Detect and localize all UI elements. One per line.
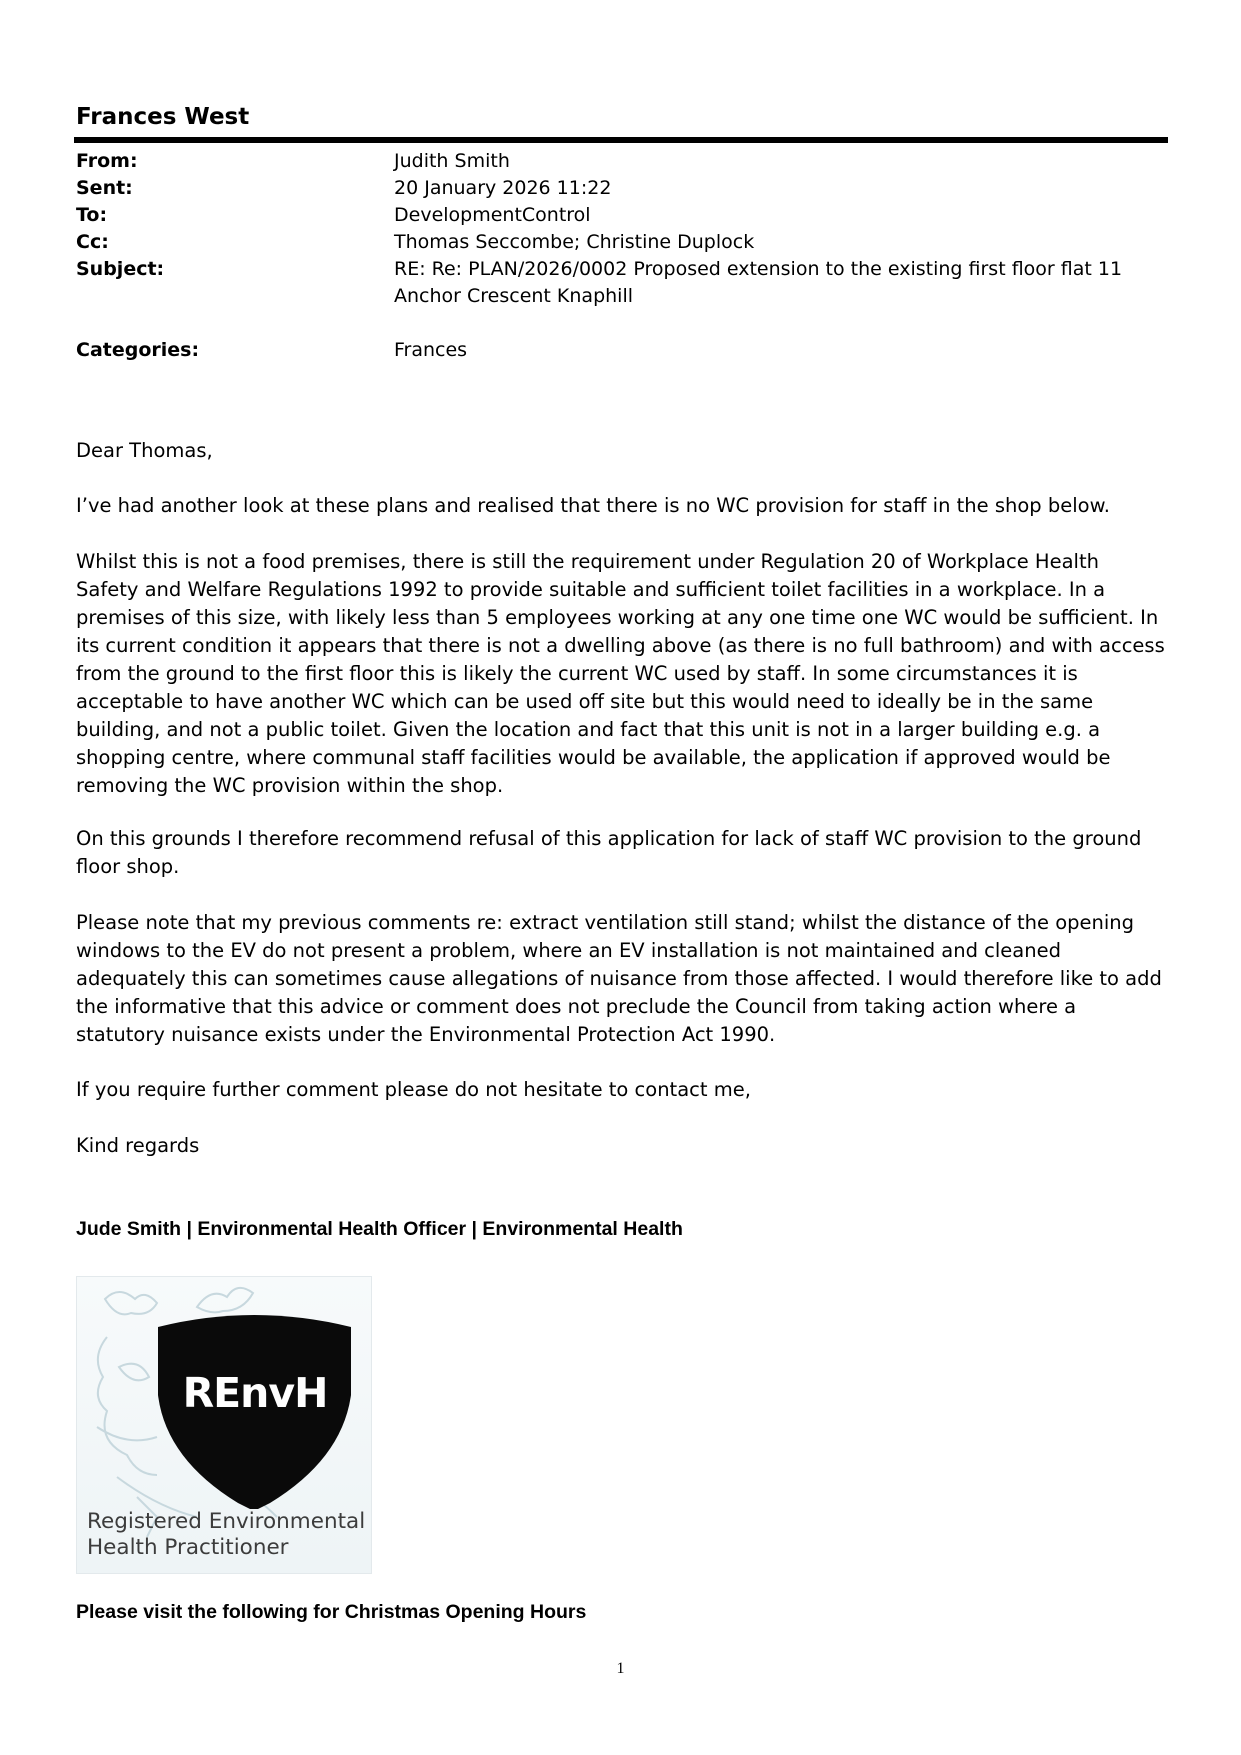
email-greeting: Dear Thomas, xyxy=(76,439,213,462)
categories-value: Frances xyxy=(394,339,468,361)
email-closing: Kind regards xyxy=(76,1134,200,1157)
from-label: From: xyxy=(76,150,138,172)
subject-label: Subject: xyxy=(76,258,165,280)
email-paragraph-5: If you require further comment please do not hesitate to contact me, xyxy=(76,1078,751,1101)
cc-label: Cc: xyxy=(76,231,109,253)
badge-caption xyxy=(87,1509,365,1561)
sent-label: Sent: xyxy=(76,177,133,199)
signature-line: Jude Smith | Environmental Health Officer | Environmental Health xyxy=(76,1218,683,1240)
renvh-badge-image xyxy=(76,1276,372,1574)
page-number: 1 xyxy=(616,1660,625,1677)
page-owner-name: Frances West xyxy=(76,104,250,130)
badge-caption-line-2: Health Practitioner xyxy=(87,1535,289,1560)
header-rule xyxy=(74,137,1168,143)
categories-label: Categories: xyxy=(76,339,200,361)
footer-note: Please visit the following for Christmas Opening Hours xyxy=(76,1601,587,1623)
email-paragraph-1: I’ve had another look at these plans and realised that there is no WC provision for staff in the shop below. xyxy=(76,494,1110,517)
subject-value: RE: Re: PLAN/2026/0002 Proposed extension to the existing first floor flat 11 Anchor Crescent Knaphill xyxy=(394,258,1123,307)
email-paragraph-3: On this grounds I therefore recommend refusal of this application for lack of staff WC provision to the ground floor shop. xyxy=(76,827,1142,878)
sent-value: 20 January 2026 11:22 xyxy=(394,177,612,199)
from-value: Judith Smith xyxy=(394,150,510,172)
badge-caption-line-1: Registered Environmental xyxy=(87,1509,366,1534)
badge-text: REnvH xyxy=(182,1369,328,1417)
cc-value: Thomas Seccombe; Christine Duplock xyxy=(394,231,755,253)
email-paragraph-4: Please note that my previous comments re: extract ventilation still stand; whilst the distance of the opening windows to the EV do not present a problem, where an EV installation is not maintained and cleaned adequately this can sometimes cause allegations of nuisance from those affected. I would therefore like to add the informative that this advice or comment does not preclude the Council from taking action where a statutory nuisance exists under the Environmental Protection Act 1990. xyxy=(76,911,1162,1046)
to-value: DevelopmentControl xyxy=(394,204,591,226)
to-label: To: xyxy=(76,204,108,226)
email-paragraph-2: Whilst this is not a food premises, there is still the requirement under Regulation 20 of Workplace Health Safety and Welfare Regulations 1992 to provide suitable and sufficient toilet facilities in a workplace. In a premises of this size, with likely less than 5 employees working at any one time one WC would be sufficient. In its current condition it appears that there is not a dwelling above (as there is no full bathroom) and with access from the ground to the first floor this is likely the current WC used by staff. In some circumstances it is acceptable to have another WC which can be used off site but this would need to ideally be in the same building, and not a public toilet. Given the location and fact that this unit is not in a larger building e.g. a shopping centre, where communal staff facilities would be available, the application if approved would be removing the WC provision within the shop. xyxy=(76,550,1165,797)
